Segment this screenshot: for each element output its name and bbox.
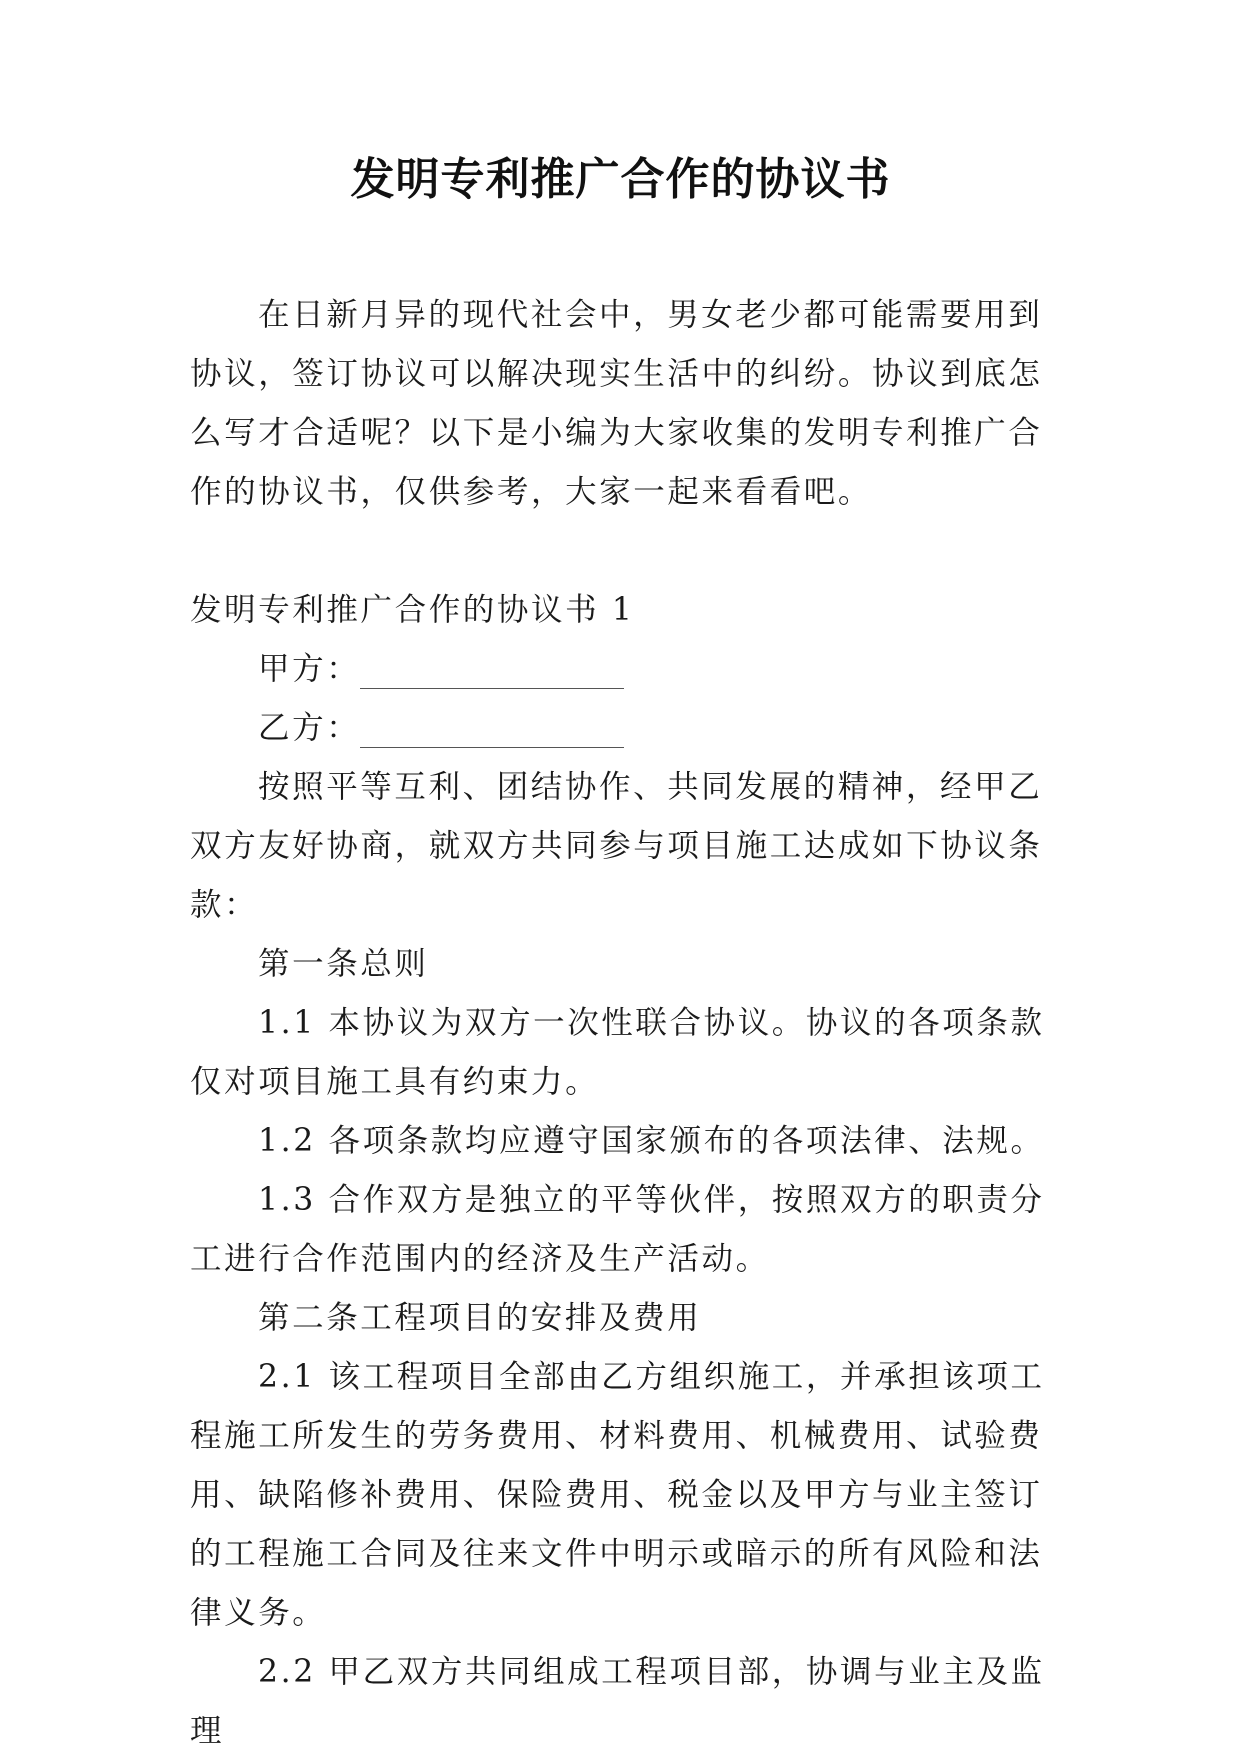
party-a-line: [190, 640, 1052, 699]
party-a-blank: [360, 652, 624, 689]
party-b-label: 乙方：: [258, 710, 361, 746]
intro-paragraph: 在日新月异的现代社会中，男女老少都可能需要用到协议，签订协议可以解决现实生活中的纠纷。协议到底怎么写才合适呢？以下是小编为大家收集的发明专利推广合作的协议书，仅供参考，大家一起来看看吧。: [190, 297, 1043, 510]
party-b-blank: [360, 711, 624, 748]
document-body: [190, 286, 1052, 1761]
spacer: [190, 522, 1052, 581]
party-b-line: [190, 699, 1052, 758]
article-heading: 第二条工程项目的安排及费用: [258, 1300, 702, 1336]
article-heading: 第一条总则: [258, 946, 429, 982]
paragraph: 按照平等互利、团结协作、共同发展的精神，经甲乙双方友好协商，就双方共同参与项目施工达成如下协议条款：: [190, 769, 1043, 923]
paragraph: 1.2 各项条款均应遵守国家颁布的各项法律、法规。: [258, 1123, 1045, 1159]
paragraph: 1.3 合作双方是独立的平等伙伴，按照双方的职责分工进行合作范围内的经济及生产活动。: [190, 1182, 1045, 1277]
party-a-label: 甲方：: [258, 651, 361, 687]
document-title: 发明专利推广合作的协议书: [350, 154, 891, 205]
paragraph: 2.2 甲乙双方共同组成工程项目部，协调与业主及监理: [190, 1654, 1045, 1749]
paragraph: 2.1 该工程项目全部由乙方组织施工，并承担该项工程施工所发生的劳务费用、材料费用、机械费用、试验费用、缺陷修补费用、保险费用、税金以及甲方与业主签订的工程施工合同及往来文件中明示或暗示的所有风险和法律义务。: [190, 1359, 1045, 1631]
paragraph: 1.1 本协议为双方一次性联合协议。协议的各项条款仅对项目施工具有约束力。: [190, 1005, 1045, 1100]
section-heading: 发明专利推广合作的协议书 1: [190, 592, 635, 628]
